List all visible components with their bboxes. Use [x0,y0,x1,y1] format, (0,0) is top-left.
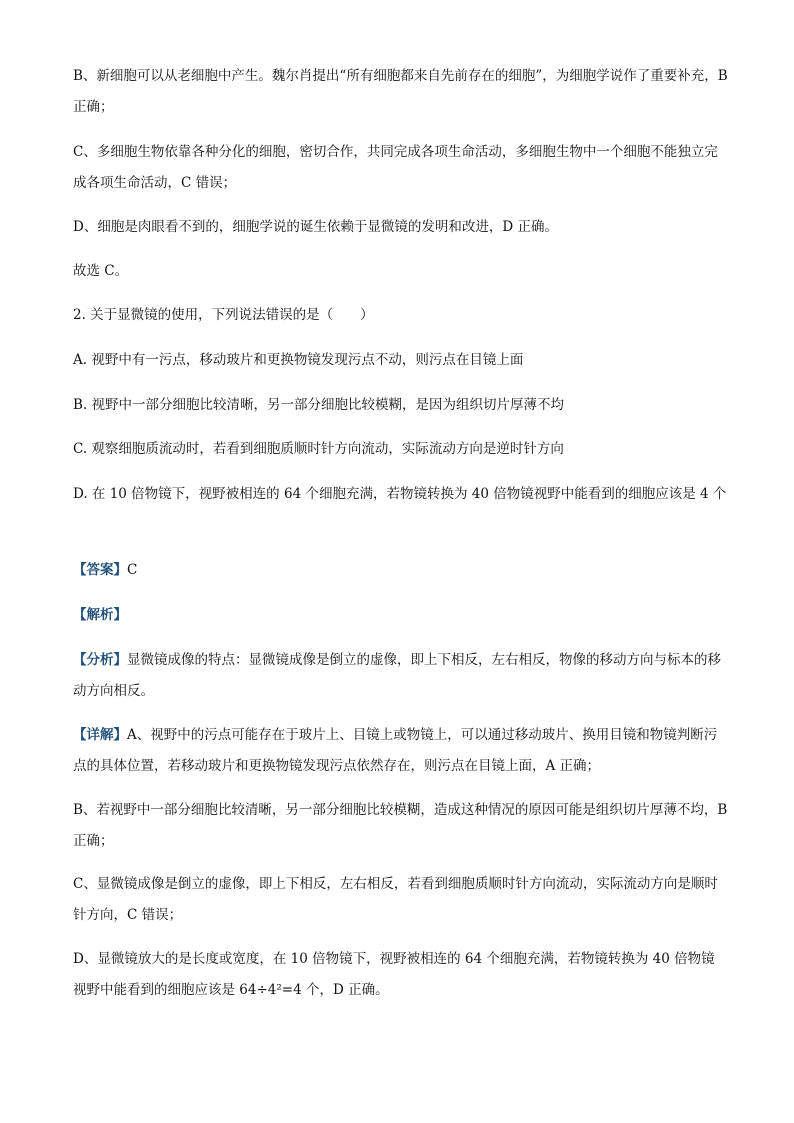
answer-tag: 【答案】 [73,562,127,578]
paragraph-option-d-explanation: D、细胞是肉眼看不到的，细胞学说的诞生依赖于显微镜的发明和改进，D 正确。 [73,219,558,235]
detail-option-b: B、若视野中一部分细胞比较清晰，另一部分细胞比较模糊，造成这种情况的原因可能是组织切片厚薄不均，B 正确； [73,802,728,849]
detail-option-d: D、显微镜放大的是长度或宽度，在 10 倍物镜下，视野被相连的 64 个细胞充满，若物镜转换为 40 倍物镜视野中能看到的细胞应该是 64÷4²=4 个，D 正确。 [73,951,715,998]
question-2-option-d: D. 在 10 倍物镜下，视野被相连的 64 个细胞充满，若物镜转换为 40 倍物镜视野中能看到的细胞应该是 4 个 [73,486,727,502]
detail-option-a: 【详解】A、视野中的污点可能存在于玻片上、目镜上或物镜上，可以通过移动玻片、换用目镜和物镜判断污点的具体位置，若移动玻片和更换物镜发现污点依然存在，则污点在目镜上面，A 正确； [73,727,718,774]
answer-line: 【答案】C [73,562,138,578]
analysis-heading [73,600,728,631]
analysis-summary: 【分析】显微镜成像的特点：显微镜成像是倒立的虚像，即上下相反，左右相反，物像的移动方向与标本的移动方向相反。 [73,652,721,699]
paragraph-option-c-explanation: C、多细胞生物依靠各种分化的细胞，密切合作，共同完成各项生命活动，多细胞生物中一个细胞不能独立完成各项生命活动，C 错误； [73,144,718,191]
question-2-option-c: C. 观察细胞质流动时，若看到细胞质顺时针方向流动，实际流动方向是逆时针方向 [73,441,564,457]
analysis-tag: 【解析】 [73,607,127,623]
question-2-stem: 2. 关于显微镜的使用，下列说法错误的是（ ） [73,307,374,323]
question-2-option-a: A. 视野中有一污点，移动玻片和更换物镜发现污点不动，则污点在目镜上面 [73,352,524,368]
detail-option-c: C、显微镜成像是倒立的虚像，即上下相反，左右相反，若看到细胞质顺时针方向流动，实际流动方向是顺时针方向，C 错误； [73,876,718,923]
summary-tag: 【分析】 [73,652,127,668]
question-2-option-b: B. 视野中一部分细胞比较清晰，另一部分细胞比较模糊，是因为组织切片厚薄不均 [73,397,565,413]
paragraph-option-b-explanation: B、新细胞可以从老细胞中产生。魏尔肖提出“所有细胞都来自先前存在的细胞”，为细胞学说作了重要补充，B 正确； [73,68,728,115]
detail-tag: 【详解】 [73,727,127,743]
paragraph-answer-choice: 故选 C。 [73,263,129,279]
